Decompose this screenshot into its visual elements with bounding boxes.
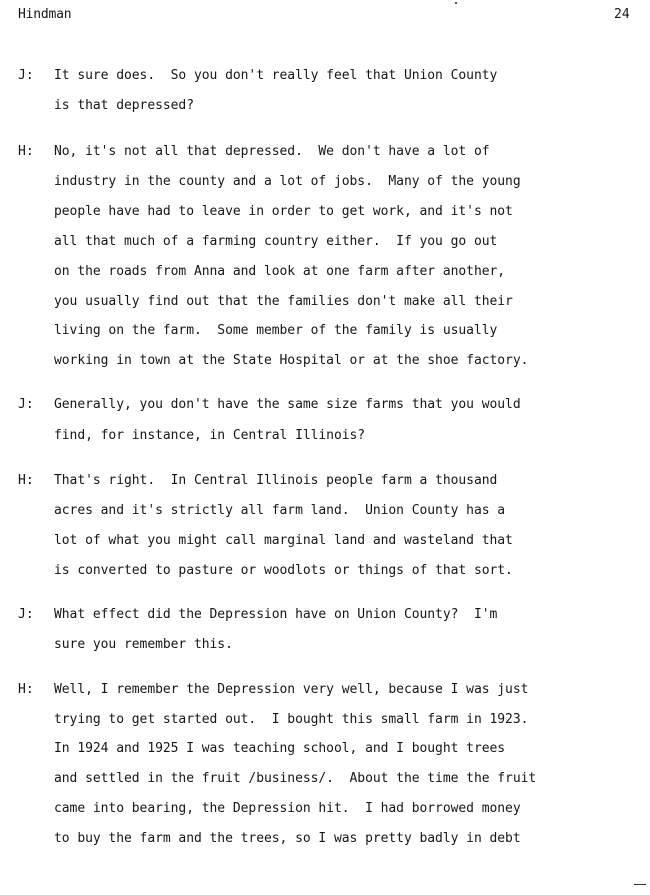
transcript-line: It sure does. So you don't really feel that Union County	[54, 68, 498, 83]
transcript-line: acres and it's strictly all farm land. Union County has a	[54, 503, 506, 518]
transcript-line: What effect did the Depression have on Union County? I'm	[54, 607, 498, 622]
header-name: Hindman	[18, 7, 72, 22]
transcript-line: living on the farm. Some member of the family is usually	[54, 323, 498, 338]
transcript-line: trying to get started out. I bought this small farm in 1923.	[54, 712, 529, 727]
transcript-line: all that much of a farming country either. If you go out	[54, 234, 498, 249]
transcript-line: people have had to leave in order to get work, and it's not	[54, 204, 513, 219]
speaker-label: J:	[18, 397, 34, 412]
transcript-line: on the roads from Anna and look at one farm after another,	[54, 264, 506, 279]
speaker-label: H:	[18, 682, 34, 697]
speaker-label: H:	[18, 473, 34, 488]
transcript-line: Well, I remember the Depression very well, because I was just	[54, 682, 529, 697]
transcript-line: is that depressed?	[54, 98, 194, 113]
transcript-line: find, for instance, in Central Illinois?	[54, 428, 366, 443]
transcript-line: you usually find out that the families don't make all their	[54, 294, 513, 309]
transcript-line: working in town at the State Hospital or at the shoe factory.	[54, 353, 529, 368]
transcript-line: lot of what you might call marginal land and wasteland that	[54, 533, 513, 548]
speaker-label: J:	[18, 607, 34, 622]
page-edge-mark	[634, 884, 646, 885]
transcript-line: industry in the county and a lot of jobs. Many of the young	[54, 174, 521, 189]
transcript-line: In 1924 and 1925 I was teaching school, and I bought trees	[54, 741, 506, 756]
transcript-line: came into bearing, the Depression hit. I had borrowed money	[54, 801, 521, 816]
transcript-line: sure you remember this.	[54, 637, 233, 652]
transcript-line: and settled in the fruit /business/. About the time the fruit	[54, 771, 537, 786]
speaker-label: H:	[18, 144, 34, 159]
transcript-line: Generally, you don't have the same size farms that you would	[54, 397, 521, 412]
page-number: 24	[614, 7, 630, 22]
transcript-line: No, it's not all that depressed. We don't have a lot of	[54, 144, 490, 159]
scan-speck	[455, 2, 457, 4]
transcript-line: to buy the farm and the trees, so I was pretty badly in debt	[54, 831, 521, 846]
transcript-line: is converted to pasture or woodlots or things of that sort.	[54, 563, 513, 578]
transcript-line: That's right. In Central Illinois people farm a thousand	[54, 473, 498, 488]
speaker-label: J:	[18, 68, 34, 83]
